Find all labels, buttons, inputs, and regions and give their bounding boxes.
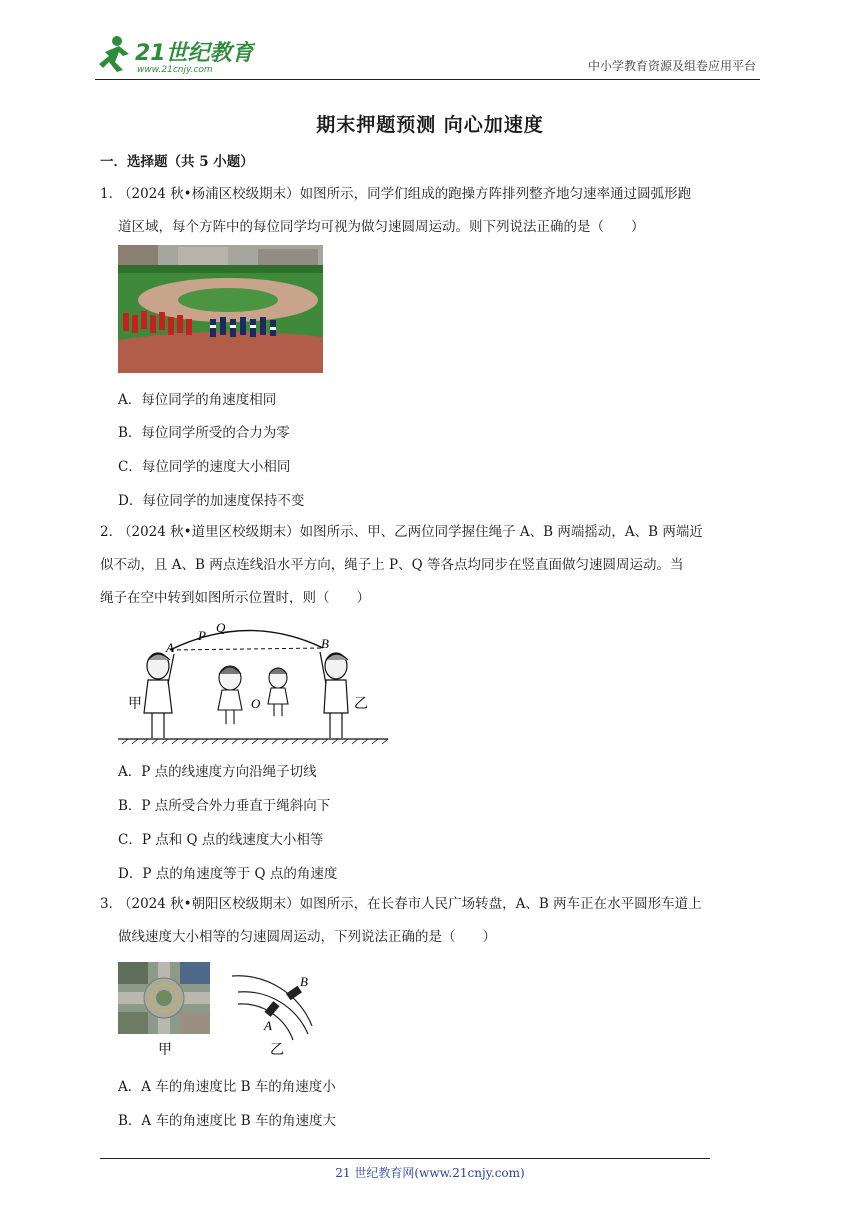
section-heading: 一．选择题（共 5 小题） [100,154,254,170]
option-a[interactable]: A．P 点的线速度方向沿绳子切线 [118,764,317,780]
option-b[interactable]: B．A 车的角速度比 B 车的角速度大 [118,1113,336,1129]
figure-label-yi: 乙 [354,697,368,712]
question-number: 3． [100,896,123,912]
question-number: 1． [100,186,123,202]
question-number: 2． [100,524,123,540]
footer-link[interactable]: 21 世纪教育网(www.21cnjy.com) [335,1166,525,1180]
figure-label-a: A [264,1018,272,1033]
figure-label-yi: 乙 [270,1042,284,1058]
option-c[interactable]: C．P 点和 Q 点的线速度大小相等 [118,832,324,848]
option-a[interactable]: A．A 车的角速度比 B 车的角速度小 [118,1079,336,1095]
roundabout-figure [118,962,318,1062]
question-3 [100,888,740,954]
figure-label-p: P [198,628,206,643]
question-1 [100,178,740,244]
option-d[interactable]: D．每位同学的加速度保持不变 [118,493,305,509]
page-title: 期末押题预测 向心加速度 [316,114,544,136]
question-text-line: 道区域，每个方阵中的每位同学均可视为做匀速圆周运动。则下列说法正确的是（ ） [118,219,645,235]
logo-url-text: www.21cnjy.com [137,65,213,75]
option-d[interactable]: D．P 点的角速度等于 Q 点的角速度 [118,866,338,882]
figure-label-b: B [321,636,329,651]
figure-label-q: Q [216,620,226,635]
page-header [95,30,760,80]
site-logo [95,32,255,76]
option-a[interactable]: A．每位同学的角速度相同 [118,392,277,408]
logo-main-text: 21世纪教育 [135,41,254,66]
question-text-line: （2024 秋•朝阳区校级期末）如图所示，在长春市人民广场转盘，A、B 两车正在水平圆形车道上 [118,896,702,912]
question-text-line: 似不动，且 A、B 两点连线沿水平方向，绳子上 P、Q 等各点均同步在竖直面做匀速圆周运动。当 [100,557,684,573]
option-b[interactable]: B．P 点所受合外力垂直于绳斜向下 [118,798,331,814]
question-text-line: 做线速度大小相等的匀速圆周运动，下列说法正确的是（ ） [118,929,496,945]
figure-label-jia: 甲 [158,1042,172,1058]
header-platform-text: 中小学教育资源及组卷应用平台 [587,59,756,73]
question-text-line: （2024 秋•杨浦区校级期末）如图所示，同学们组成的跑操方阵排列整齐地匀速率通过圆弧形跑 [118,186,692,202]
question-text-line: 绳子在空中转到如图所示位置时，则（ ） [100,590,370,606]
footer-divider [100,1158,710,1159]
question-text-line: （2024 秋•道里区校级期末）如图所示、甲、乙两位同学握住绳子 A、B 两端摇动，A、B 两端近 [118,524,703,540]
question-2 [100,516,740,615]
running-track-photo [118,245,323,373]
figure-label-a: A [166,640,174,655]
option-c[interactable]: C．每位同学的速度大小相同 [118,459,291,475]
option-b[interactable]: B．每位同学所受的合力为零 [118,425,290,441]
figure-label-b: B [300,974,308,989]
rope-swinging-figure [118,618,393,746]
figure-label-o: O [251,696,261,711]
figure-label-jia: 甲 [128,697,142,712]
